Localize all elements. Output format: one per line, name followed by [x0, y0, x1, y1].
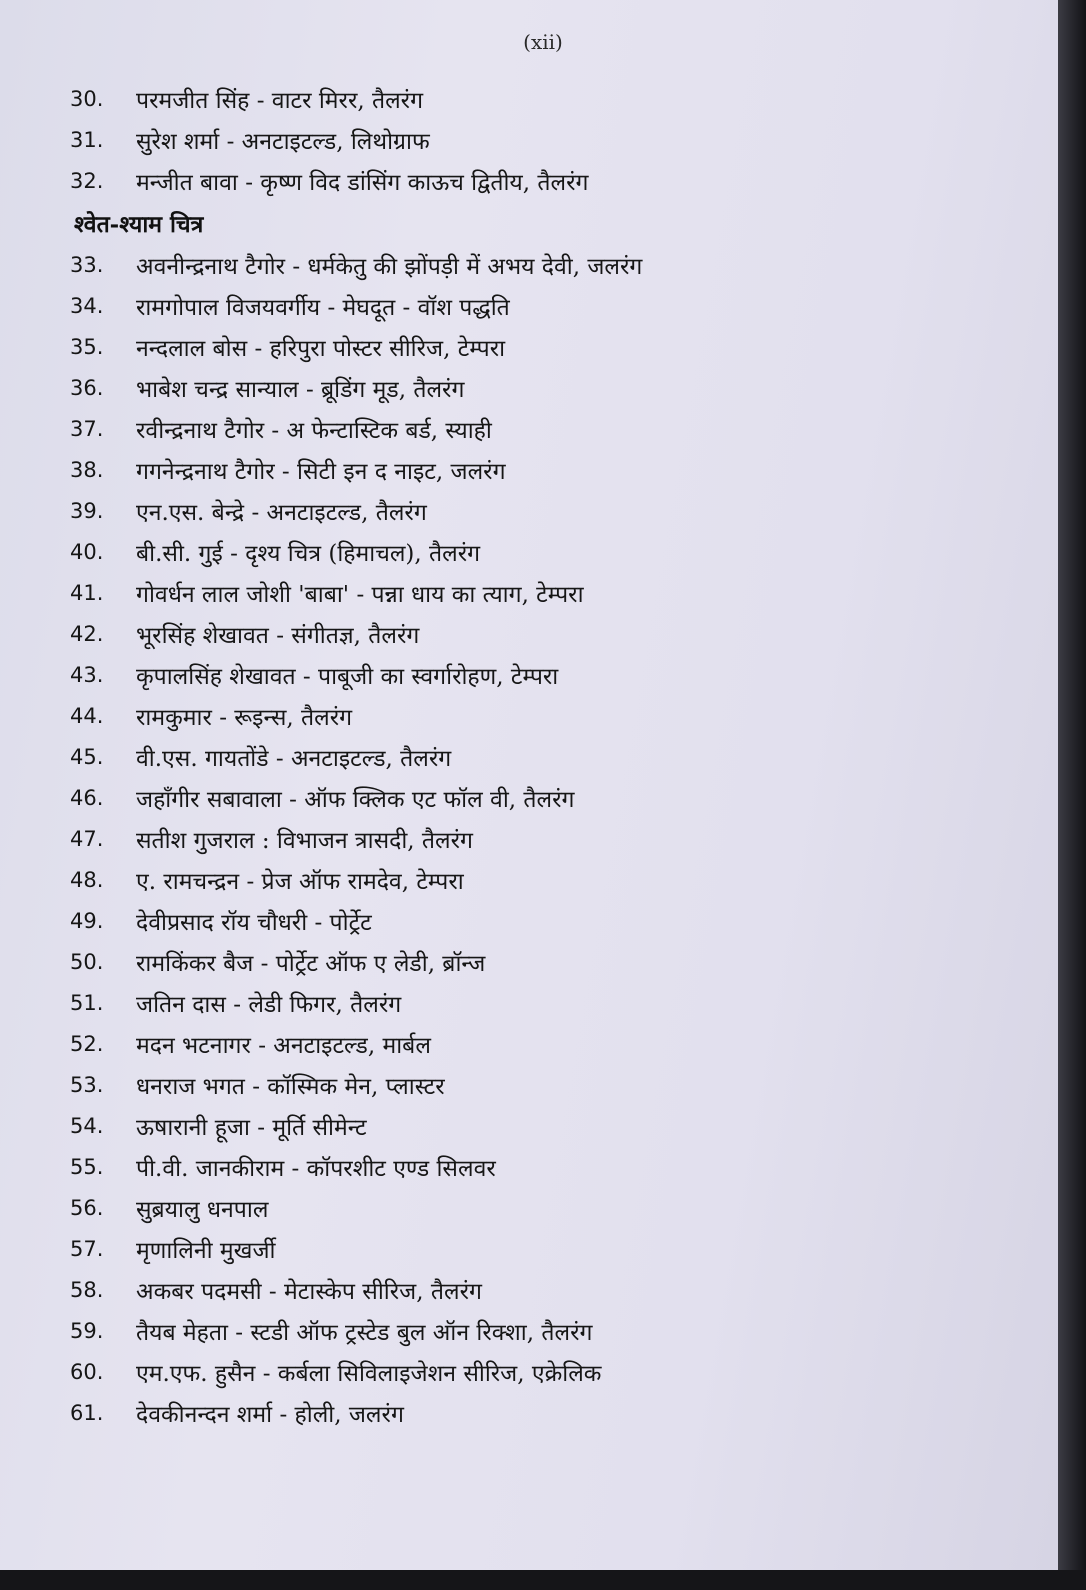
item-number: 44. — [70, 703, 104, 728]
item-text: गोवर्धन लाल जोशी 'बाबा' - पन्ना धाय का त्याग, टेम्परा — [136, 581, 584, 608]
item-text: सुब्रयालु धनपाल — [136, 1196, 269, 1223]
item-number: 49. — [70, 908, 104, 933]
list-item — [70, 1269, 970, 1310]
section-heading: श्वेत-श्याम चित्र — [74, 210, 204, 238]
page-number: (xii) — [523, 30, 563, 54]
list-item — [70, 119, 970, 160]
list-item — [70, 1105, 970, 1146]
item-text: सुरेश शर्मा - अनटाइटल्ड, लिथोग्राफ — [136, 128, 430, 155]
list-item — [70, 1023, 970, 1064]
item-text: देवकीनन्दन शर्मा - होली, जलरंग — [136, 1401, 404, 1428]
item-text: कृपालसिंह शेखावत - पाबूजी का स्वर्गारोहण, टेम्परा — [136, 663, 559, 690]
list-item — [70, 285, 970, 326]
item-text: रवीन्द्रनाथ टैगोर - अ फेन्टास्टिक बर्ड, स्याही — [136, 417, 492, 444]
list-item — [70, 695, 970, 736]
list-item — [70, 160, 970, 201]
item-text: वी.एस. गायतोंडे - अनटाइटल्ड, तैलरंग — [136, 745, 452, 772]
item-number: 56. — [70, 1195, 104, 1220]
list-item — [70, 490, 970, 531]
item-number: 33. — [70, 252, 104, 277]
item-number: 47. — [70, 826, 104, 851]
item-text: ए. रामचन्द्रन - प्रेज ऑफ रामदेव, टेम्परा — [136, 868, 464, 895]
item-number: 38. — [70, 457, 104, 482]
item-text: ऊषारानी हूजा - मूर्ति सीमेन्ट — [136, 1114, 367, 1141]
item-text: मृणालिनी मुखर्जी — [136, 1237, 276, 1264]
list-item — [70, 818, 970, 859]
item-number: 55. — [70, 1154, 104, 1179]
list-item — [70, 900, 970, 941]
list-item — [70, 859, 970, 900]
item-text: रामकिंकर बैज - पोर्ट्रेट ऑफ ए लेडी, ब्रॉन्ज — [136, 950, 486, 977]
artwork-list — [70, 78, 970, 1433]
item-number: 34. — [70, 293, 104, 318]
list-item — [70, 736, 970, 777]
item-number: 39. — [70, 498, 104, 523]
item-text: भाबेश चन्द्र सान्याल - ब्रूडिंग मूड, तैलरंग — [136, 376, 465, 403]
item-number: 60. — [70, 1359, 104, 1384]
item-number: 41. — [70, 580, 104, 605]
item-number: 54. — [70, 1113, 104, 1138]
table-surface — [0, 1570, 1086, 1590]
item-text: सतीश गुजराल : विभाजन त्रासदी, तैलरंग — [136, 827, 473, 854]
item-number: 46. — [70, 785, 104, 810]
item-number: 61. — [70, 1400, 104, 1425]
list-item — [70, 572, 970, 613]
item-text: जतिन दास - लेडी फिगर, तैलरंग — [136, 991, 402, 1018]
item-text: देवीप्रसाद रॉय चौधरी - पोर्ट्रेट — [136, 909, 372, 936]
list-item — [70, 326, 970, 367]
item-number: 52. — [70, 1031, 104, 1056]
item-number: 32. — [70, 168, 104, 193]
item-number: 50. — [70, 949, 104, 974]
list-item — [70, 1146, 970, 1187]
item-text: धनराज भगत - कॉस्मिक मेन, प्लास्टर — [136, 1073, 445, 1100]
item-number: 36. — [70, 375, 104, 400]
item-number: 45. — [70, 744, 104, 769]
list-item — [70, 982, 970, 1023]
list-item — [70, 777, 970, 818]
list-item — [70, 1392, 970, 1433]
item-text: बी.सी. गुई - दृश्य चित्र (हिमाचल), तैलरंग — [136, 540, 481, 567]
list-item — [70, 1187, 970, 1228]
item-text: मदन भटनागर - अनटाइटल्ड, मार्बल — [136, 1032, 431, 1059]
list-item — [70, 613, 970, 654]
item-text: पी.वी. जानकीराम - कॉपरशीट एण्ड सिलवर — [136, 1155, 496, 1182]
item-text: परमजीत सिंह - वाटर मिरर, तैलरंग — [136, 87, 424, 114]
item-text: रामगोपाल विजयवर्गीय - मेघदूत - वॉश पद्धति — [136, 294, 510, 321]
item-text: तैयब मेहता - स्टडी ऑफ ट्रस्टेड बुल ऑन रिक्शा, तैलरंग — [136, 1319, 593, 1346]
item-number: 48. — [70, 867, 104, 892]
item-text: अवनीन्द्रनाथ टैगोर - धर्मकेतु की झोंपड़ी में अभय देवी, जलरंग — [136, 253, 643, 280]
item-number: 51. — [70, 990, 104, 1015]
item-text: अकबर पदमसी - मेटास्केप सीरिज, तैलरंग — [136, 1278, 482, 1305]
item-number: 42. — [70, 621, 104, 646]
item-number: 31. — [70, 127, 104, 152]
item-text: गगनेन्द्रनाथ टैगोर - सिटी इन द नाइट, जलरंग — [136, 458, 506, 485]
item-text: रामकुमार - रूइन्स, तैलरंग — [136, 704, 353, 731]
list-item — [70, 941, 970, 982]
item-number: 59. — [70, 1318, 104, 1343]
list-item — [70, 1351, 970, 1392]
item-number: 30. — [70, 86, 104, 111]
list-item — [70, 78, 970, 119]
item-text: नन्दलाल बोस - हरिपुरा पोस्टर सीरिज, टेम्परा — [136, 335, 506, 362]
item-number: 40. — [70, 539, 104, 564]
list-item — [70, 531, 970, 572]
item-number: 35. — [70, 334, 104, 359]
item-number: 58. — [70, 1277, 104, 1302]
list-item — [70, 1064, 970, 1105]
item-text: एम.एफ. हुसैन - कर्बला सिविलाइजेशन सीरिज, एक्रेलिक — [136, 1360, 602, 1387]
item-text: भूरसिंह शेखावत - संगीतज्ञ, तैलरंग — [136, 622, 420, 649]
book-edge — [1058, 0, 1086, 1590]
list-item — [70, 654, 970, 695]
list-item — [70, 244, 970, 285]
list-item — [70, 1228, 970, 1269]
item-number: 43. — [70, 662, 104, 687]
item-number: 57. — [70, 1236, 104, 1261]
list-item — [70, 367, 970, 408]
item-text: एन.एस. बेन्द्रे - अनटाइटल्ड, तैलरंग — [136, 499, 427, 526]
item-text: मन्जीत बावा - कृष्ण विद डांसिंग काऊच द्वितीय, तैलरंग — [136, 169, 589, 196]
list-item — [70, 408, 970, 449]
item-text: जहाँगीर सबावाला - ऑफ क्लिक एट फॉल वी, तैलरंग — [136, 786, 575, 813]
list-item — [70, 449, 970, 490]
item-number: 37. — [70, 416, 104, 441]
item-number: 53. — [70, 1072, 104, 1097]
list-item — [70, 1310, 970, 1351]
